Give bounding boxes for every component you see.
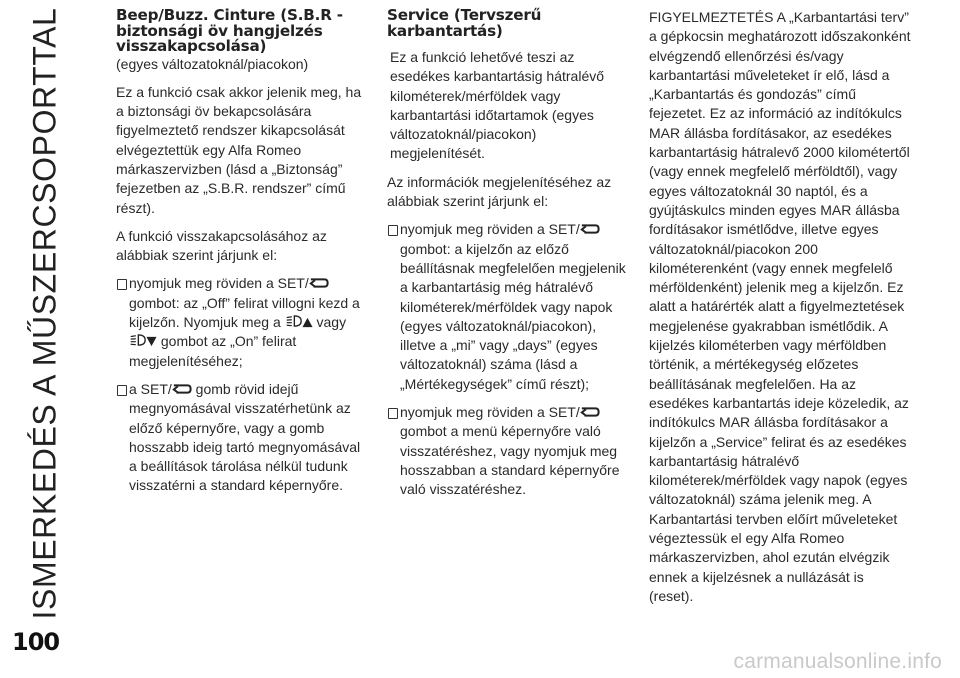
sbr-heading: Beep/Buzz. Cinture (S.B.R - biztonsági öv hangjelzés visszakapcsolása) (116, 6, 343, 55)
text-fragment: gombot: a kijelzőn az előző beállításnak megfelelően megjelenik a karbantartásig még hátralévő kilométerek/mérföldek vagy napok (egyes változatoknál/piacokon), illetve a „mi” vagy „days” (egyes változatoknál) száma (lásd a „Mértékegységek” című részt); (400, 240, 626, 392)
text-fragment: nyomjuk meg röviden a SET/ (400, 404, 580, 421)
section-side-title (4, 8, 86, 618)
section-title-text: ISMERKEDÉS A MŰSZERCSOPORTTAL (26, 7, 63, 619)
text-fragment: gomb rövid idejű megnyomásával visszatérhetünk az előző képernyőre, vagy a gomb hosszabb ideig tartó megnyomásával a beállítások tárolása nélkül tudunk visszatérni a standard képernyőre. (129, 380, 361, 494)
light-dimmer-icon (285, 314, 302, 328)
light-dimmer-icon (129, 333, 146, 347)
text-fragment: gombot a menü képernyőre való visszatéréshez, vagy nyomjuk meg hosszabban a standard képernyőre való visszatéréshez. (400, 423, 620, 498)
text-fragment: a SET/ (129, 380, 172, 397)
sbr-bullet-2 (116, 380, 362, 496)
column-warning (649, 8, 911, 615)
watermark: carmanualsonline.info (733, 650, 942, 673)
service-bullet-2 (387, 403, 632, 499)
sbr-paragraph-2: A funkció visszakapcsolásához az alábbiak szerint járjunk el: (116, 227, 327, 264)
sbr-bullet-1 (116, 274, 362, 370)
triangle-down-icon (146, 336, 157, 347)
warning-paragraph: FIGYELMEZTETÉS A „Karbantartási terv” a gépkocsin meghatározott időszakonként elvégzendő ellenőrzési és/vagy karbantartási műveleteket ír elő, lásd a „Karbantartás és gondozás” című fejezetet. Ez az információ az indítókulcs MAR állásba fordításakor, az esedékes karbantartásig hátralevő 2000 kilométertől (vagy ennek megfelelő mérföldtől), vagy egyes változatoknál 30 naptól, és a gyújtáskulcs minden egyes MAR állásba fordításakor ismétlődve, illetve egyes változatoknál/piacokon 200 kilométerenként (vagy ennek megfelelő mérföldenként) jelenik meg a kijelzőn. Ez alatt a határérték alatt a figyelmeztetések megjelenése gyakrabban ismétlődik. A kijelzés kilométerben vagy mérföldben történik, a mértékegység előzetes beállításának megfelelően. Ha az esedékes karbantartás ideje közeledik, az indítókulcs MAR állásba fordításakor a kijelzőn a „Service” felirat és az esedékes karbantartásig hátralévő kilométerek/mérföldek vagy napok (egyes változatoknál) száma jelenik meg. A Karbantartási tervben előírt műveleteket végeztessük el egy Alfa Romeo márkaszervizben, ahol ezután elvégzik ennek a kijelzésnek a nullázását is (reset). (649, 9, 911, 604)
sbr-subheading: (egyes változatoknál/piacokon) (116, 55, 309, 72)
service-bullet-1 (387, 220, 632, 394)
service-paragraph-2: Az információk megjelenítéséhez az alábbiak szerint járjunk el: (387, 173, 612, 210)
column-service (387, 8, 632, 509)
return-arrow-icon (172, 383, 192, 395)
sbr-paragraph-1: Ez a funkció csak akkor jelenik meg, ha a biztonsági öv bekapcsolására figyelmeztető rendszer kikapcsolását elvégeztettük egy Alfa Romeo márkaszervizben (lásd a „Biztonság” fejezetben az „S.B.R. rendszer” című részt). (116, 83, 362, 216)
triangle-up-icon (302, 317, 313, 328)
return-arrow-icon (580, 406, 600, 418)
service-paragraph-1: Ez a funkció lehetővé teszi az esedékes karbantartásig hátralévő kilométerek/mérföldek vagy karbantartási időtartamok (egyes változatoknál/piacokon) megjelenítését. (390, 49, 605, 162)
column-sbr (116, 8, 362, 505)
page-number: 100 (12, 628, 60, 656)
text-fragment: nyomjuk meg röviden a SET/ (400, 221, 580, 238)
text-fragment: nyomjuk meg röviden a SET/ (129, 275, 309, 292)
text-fragment: vagy (312, 314, 347, 331)
text-fragment: gombot az „On” felirat megjelenítéséhez; (129, 333, 297, 369)
service-heading: Service (Tervszerű karbantartás) (387, 6, 542, 40)
return-arrow-icon (580, 223, 600, 235)
return-arrow-icon (309, 277, 329, 289)
text-fragment: gombot: az „Off” felirat villogni kezd a kijelzőn. Nyomjuk meg a (129, 294, 360, 331)
